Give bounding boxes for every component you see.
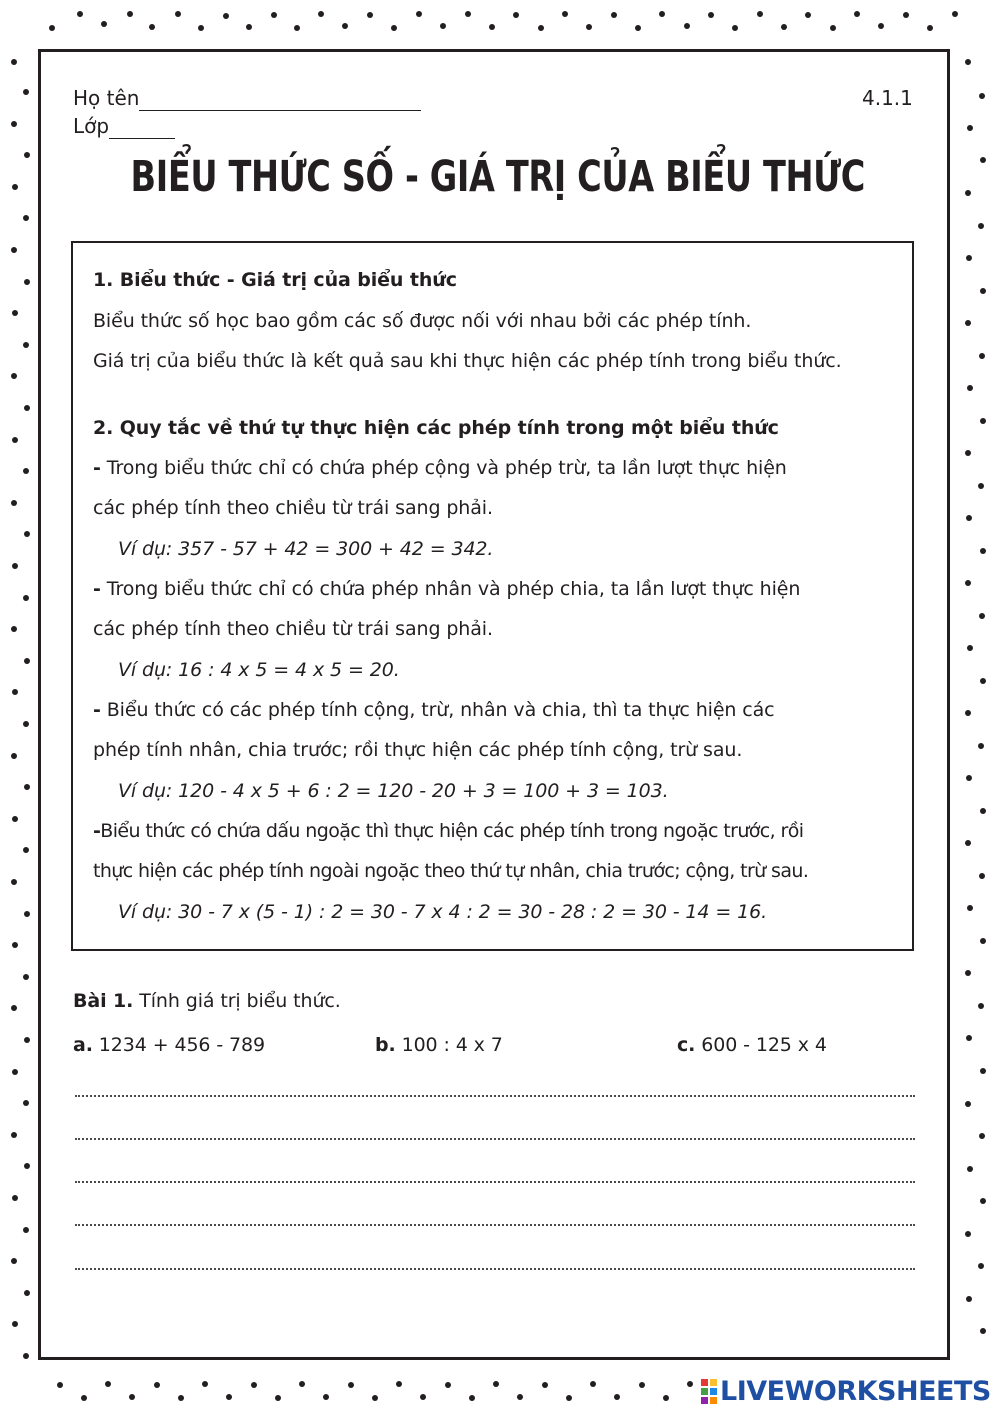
name-field[interactable] (73, 86, 421, 111)
bullet: - (93, 457, 101, 479)
bullet: - (93, 699, 101, 721)
liveworksheets-logo-text[interactable]: LIVEWORKSHEETS (720, 1376, 991, 1407)
section1-heading: 1. Biểu thức - Giá trị của biểu thức (93, 269, 457, 291)
section1-line1: Biểu thức số học bao gồm các số được nối với nhau bởi các phép tính. (93, 310, 752, 332)
rule1-text: Trong biểu thức chỉ có chứa phép cộng và phép trừ, ta lần lượt thực hiện (106, 457, 787, 479)
item-letter: c. (677, 1034, 696, 1056)
name-blank[interactable] (139, 86, 421, 111)
item-letter: b. (375, 1034, 396, 1056)
rule3-text: Biểu thức có các phép tính cộng, trừ, nhân và chia, thì ta thực hiện các (106, 699, 775, 721)
exercise-prompt (73, 990, 341, 1012)
rule4-line1 (93, 820, 803, 842)
exercise-label: Bài 1. (73, 990, 134, 1012)
rule1-line1 (93, 457, 787, 479)
bullet: - (93, 820, 101, 842)
rule1-line2: các phép tính theo chiều từ trái sang phải. (93, 497, 493, 519)
rule2-example: Ví dụ: 16 : 4 x 5 = 4 x 5 = 20. (118, 659, 400, 681)
rule2-line1 (93, 578, 800, 600)
class-blank[interactable] (109, 114, 175, 139)
name-label: Họ tên (73, 86, 140, 110)
section1-line2: Giá trị của biểu thức là kết quả sau khi thực hiện các phép tính trong biểu thức. (93, 350, 842, 372)
rule3-example: Ví dụ: 120 - 4 x 5 + 6 : 2 = 120 - 20 + 3 = 100 + 3 = 103. (118, 780, 669, 802)
rule2-line2: các phép tính theo chiều từ trái sang phải. (93, 618, 493, 640)
answer-line[interactable] (75, 1268, 915, 1270)
rule4-line2: thực hiện các phép tính ngoài ngoặc theo thứ tự nhân, chia trước; cộng, trừ sau. (93, 860, 809, 882)
class-field[interactable] (73, 114, 175, 139)
rule3-line1 (93, 699, 775, 721)
rule1-example: Ví dụ: 357 - 57 + 42 = 300 + 42 = 342. (118, 538, 494, 560)
liveworksheets-logo-icon (700, 1375, 718, 1411)
item-expression: 100 : 4 x 7 (401, 1034, 503, 1056)
exercise-instruction: Tính giá trị biểu thức. (139, 990, 341, 1012)
bullet: - (93, 578, 101, 600)
item-expression: 600 - 125 x 4 (701, 1034, 827, 1056)
answer-line[interactable] (75, 1095, 915, 1097)
rule4-example: Ví dụ: 30 - 7 x (5 - 1) : 2 = 30 - 7 x 4 : 2 = 30 - 28 : 2 = 30 - 14 = 16. (118, 901, 768, 923)
item-expression: 1234 + 456 - 789 (98, 1034, 266, 1056)
rule4-text: Biểu thức có chứa dấu ngoặc thì thực hiện các phép tính trong ngoặc trước, rồi (100, 820, 804, 842)
rule3-line2: phép tính nhân, chia trước; rồi thực hiện các phép tính cộng, trừ sau. (93, 739, 743, 761)
exercise-item-b (375, 1034, 503, 1056)
page-title: BIỂU THỨC SỐ - GIÁ TRỊ CỦA BIỂU THỨC (130, 152, 866, 202)
worksheet-code: 4.1.1 (862, 86, 913, 110)
exercise-item-a (73, 1034, 265, 1056)
exercise-item-c (677, 1034, 827, 1056)
class-label: Lớp (73, 114, 110, 138)
section2-heading: 2. Quy tắc về thứ tự thực hiện các phép tính trong một biểu thức (93, 417, 779, 439)
rule2-text: Trong biểu thức chỉ có chứa phép nhân và phép chia, ta lần lượt thực hiện (106, 578, 801, 600)
answer-line[interactable] (75, 1224, 915, 1226)
answer-line[interactable] (75, 1138, 915, 1140)
item-letter: a. (73, 1034, 93, 1056)
answer-line[interactable] (75, 1181, 915, 1183)
